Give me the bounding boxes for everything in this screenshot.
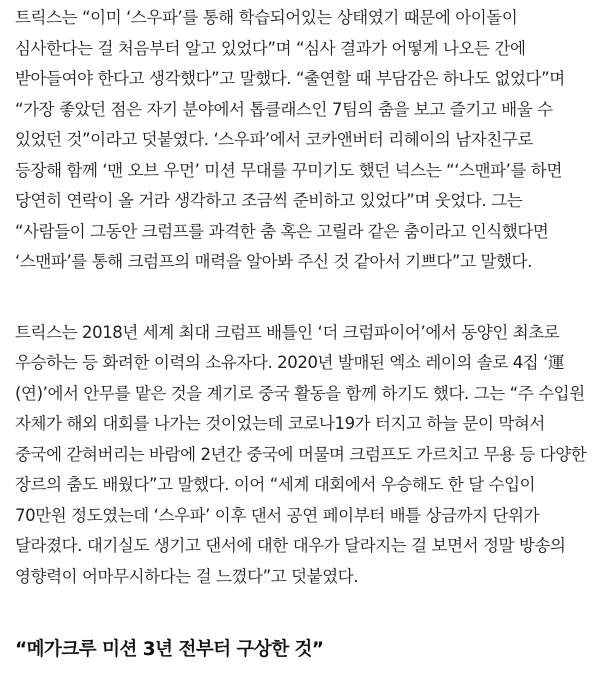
paragraph-line: 받아들여야 한다고 생각했다”고 말했다. “출연할 때 부담감은 하나도 없었다”며 <box>15 69 565 88</box>
paragraph-line: “가장 좋았던 점은 자기 분야에서 톱클래스인 7팀의 춤을 보고 즐기고 배울 수 <box>15 99 553 119</box>
paragraph-line: 당연히 연락이 올 거라 생각하고 조금씩 준비하고 있었다”며 웃었다. 그는 <box>15 191 523 210</box>
paragraph-line: 우승하는 등 화려한 이력의 소유자다. 2020년 발매된 엑소 레이의 솔로 4집 ‘運 <box>15 353 565 372</box>
paragraph-line: 자체가 해외 대회를 나가는 것이었는데 코로나19가 터지고 하늘 문이 막혀서 <box>15 414 545 433</box>
paragraph-line: 중국에 갇혀버리는 바람에 2년간 중국에 머물며 크럼프도 가르치고 무용 등 다양한 <box>15 444 587 464</box>
paragraph-line: 70만원 정도였는데 ‘스우파’ 이후 댄서 공연 페이부터 배틀 상금까지 단위가 <box>15 505 540 525</box>
article-paragraph-1 <box>15 0 605 278</box>
paragraph-line: 등장해 함께 ‘맨 오브 우먼’ 미션 무대를 꾸미기도 했던 넉스는 “‘스맨파’를 하면 <box>15 160 562 180</box>
paragraph-line: (연)’에서 안무를 맡은 것을 계기로 중국 활동을 함께 하기도 했다. 그는 “주 수입원 <box>15 383 585 403</box>
paragraph-line: ‘스맨파’를 통해 크럼프의 매력을 알아봐 주신 것 같아서 기쁘다”고 말했다. <box>15 252 532 271</box>
section-subheading: “메가크루 미션 3년 전부터 구상한 것” <box>15 639 324 660</box>
paragraph-line: 트릭스는 2018년 세계 최대 크럼프 배틀인 ‘더 크럼파이어’에서 동양인 최초로 <box>15 322 560 342</box>
paragraph-line: 달라졌다. 대기실도 생기고 댄서에 대한 대우가 달라지는 걸 보면서 정말 방송의 <box>15 536 566 555</box>
article-paragraph-2 <box>15 318 605 593</box>
paragraph-line: 심사한다는 걸 처음부터 알고 있었다”며 “심사 결과가 어떻게 나오든 간에 <box>15 38 526 58</box>
paragraph-line: 트릭스는 “이미 ‘스우파’를 통해 학습되어있는 상태였기 때문에 아이돌이 <box>15 8 518 27</box>
paragraph-line: 영향력이 어마무시하다는 걸 느꼈다”고 덧붙였다. <box>15 566 359 586</box>
paragraph-line: 장르의 춤도 배웠다”고 말했다. 이어 “세계 대회에서 우승해도 한 달 수입이 <box>15 475 536 494</box>
paragraph-line: 있었던 것”이라고 덧붙였다. ‘스우파’에서 코카앤버터 리헤이의 남자친구로 <box>15 130 533 149</box>
paragraph-line: “사람들이 그동안 크럼프를 과격한 춤 혹은 고릴라 같은 춤이라고 인식했다면 <box>15 221 549 241</box>
